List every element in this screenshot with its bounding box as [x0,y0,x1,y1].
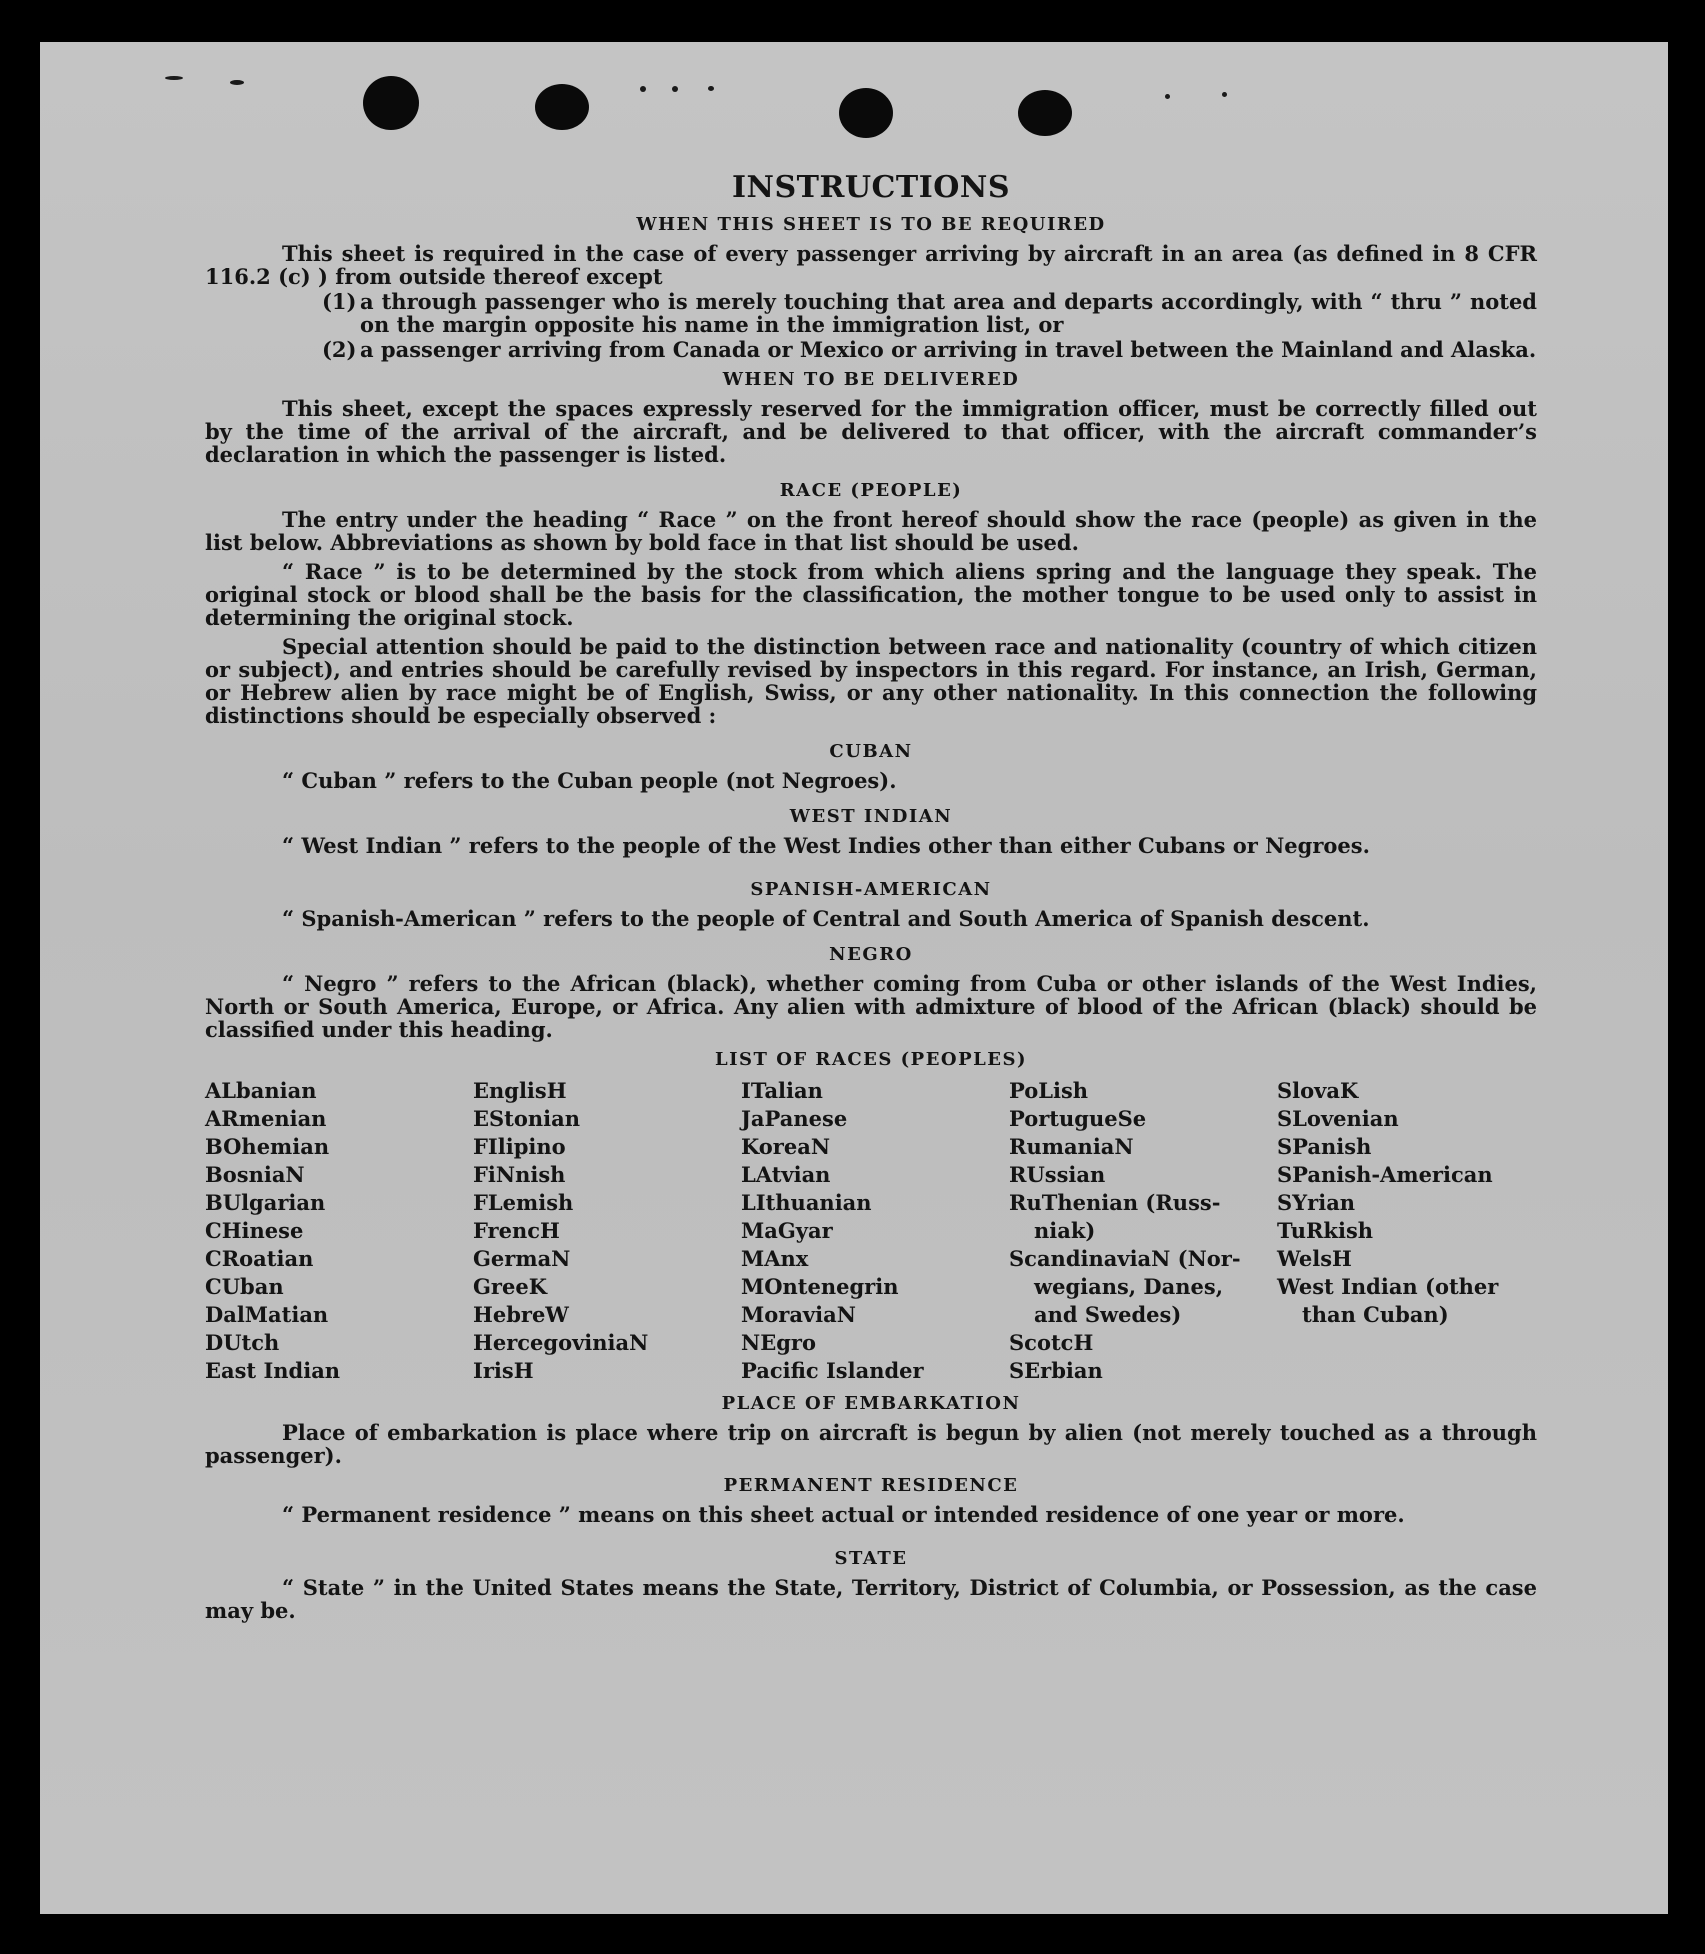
races-column-4 [1009,1077,1277,1385]
section-heading-west-indian: WEST INDIAN [789,806,953,827]
race-paragraph-1: The entry under the heading “ Race ” on the front hereof should show the race (people) as given in the list below. Abbreviations as shown by bold face in that list should be used. [205,507,1537,555]
race-entry: MAnx [741,1246,809,1271]
section-heading-cuban: CUBAN [829,741,913,762]
race-entry: PortugueSe [1009,1106,1147,1131]
race-entry: East Indian [205,1358,341,1383]
race-entry: RUssian [1009,1162,1106,1187]
race-entry: FIlipino [473,1134,566,1159]
race-entry: FLemish [473,1190,574,1215]
race-entry: DalMatian [205,1302,329,1327]
race-entry: GermaN [473,1246,571,1271]
section-heading-required: WHEN THIS SHEET IS TO BE REQUIRED [636,214,1106,235]
list-item [322,289,1537,337]
punch-hole-1 [363,76,419,130]
race-entry: CHinese [205,1218,304,1243]
race-entry: MaGyar [741,1218,833,1243]
races-column-1 [205,1077,473,1385]
race-entry-continued: wegians, Danes, [1034,1274,1223,1299]
state-text: “ State ” in the United States means the State, Territory, District of Columbia, or Possession, as the case may be. [205,1575,1537,1623]
race-entry: FiNnish [473,1162,566,1187]
race-entry: Pacific Islander [741,1358,924,1383]
document-sheet [40,42,1668,1914]
negro-text: “ Negro ” refers to the African (black), whether coming from Cuba or other islands of the West Indies, North or South America, Europe, or Africa. Any alien with admixture of blood of the African (black) should be classified under this heading. [205,971,1537,1042]
race-entry: FrencH [473,1218,560,1243]
race-paragraph-3: Special attention should be paid to the distinction between race and nationality (country of which citizen or subject), and entries should be carefully revised by inspectors in this regard. For instance, an Irish, German, or Hebrew alien by race might be of English, Swiss, or any other nationality. In this connection the following distinctions should be especially observed : [205,634,1537,728]
spanish-american-text: “ Spanish-American ” refers to the people of Central and South America of Spanish descent. [282,906,1370,931]
punch-hole-2 [535,84,589,130]
race-entry: PoLish [1009,1078,1089,1103]
race-entry: ScotcH [1009,1330,1094,1355]
race-entry: ALbanian [205,1078,317,1103]
races-table [205,1077,1537,1385]
race-entry-continued: and Swedes) [1034,1302,1182,1327]
list-item-number: (1) [322,289,357,314]
race-entry-continued: niak) [1034,1218,1096,1243]
list-item [322,337,1537,362]
race-entry: ARmenian [205,1106,327,1131]
race-entry: ScandinaviaN (Nor- [1009,1246,1241,1271]
race-entry: JaPanese [741,1106,848,1131]
cuban-text: “ Cuban ” refers to the Cuban people (not Negroes). [282,768,897,793]
section-heading-delivered: WHEN TO BE DELIVERED [722,369,1020,390]
list-item-text: a through passenger who is merely touching that area and departs accordingly, with “ thru ” noted on the margin opposite his name in the immigration list, or [360,289,1537,337]
list-item-number: (2) [322,337,357,362]
race-entry: GreeK [473,1274,547,1299]
race-entry: LIthuanian [741,1190,872,1215]
race-entry: IrisH [473,1358,534,1383]
race-entry-continued: than Cuban) [1302,1302,1449,1327]
speck [640,86,646,92]
west-indian-text: “ West Indian ” refers to the people of the West Indies other than either Cubans or Negroes. [282,833,1370,858]
speck [1165,94,1170,99]
race-entry: EnglisH [473,1078,567,1103]
race-entry: SLovenian [1277,1106,1399,1131]
race-entry: SPanish-American [1277,1162,1493,1187]
race-entry: LAtvian [741,1162,831,1187]
race-entry: NEgro [741,1330,816,1355]
section-heading-state: STATE [834,1548,908,1569]
race-entry: WelsH [1277,1246,1352,1271]
race-entry: SPanish [1277,1134,1372,1159]
page-title: INSTRUCTIONS [732,170,1010,205]
race-entry: EStonian [473,1106,580,1131]
race-entry: BOhemian [205,1134,330,1159]
race-entry: West Indian (other [1277,1274,1499,1299]
required-intro: This sheet is required in the case of every passenger arriving by aircraft in an area (as defined in 8 CFR 116.2 (c) ) from outside thereof except [205,241,1537,289]
section-heading-spanish-american: SPANISH-AMERICAN [750,879,992,900]
list-item-text: a passenger arriving from Canada or Mexico or arriving in travel between the Mainland and Alaska. [360,337,1537,362]
speck [230,80,244,85]
speck [672,86,678,92]
race-entry: SErbian [1009,1358,1103,1383]
race-entry: SYrian [1277,1190,1356,1215]
section-heading-negro: NEGRO [829,944,913,965]
races-column-2 [473,1077,741,1385]
delivered-text: This sheet, except the spaces expressly reserved for the immigration officer, must be correctly filled out by the time of the arrival of the aircraft, and be delivered to that officer, with the aircraft commander’s declaration in which the passenger is listed. [205,396,1537,467]
race-entry: HercegoviniaN [473,1330,649,1355]
punch-hole-3 [839,88,893,138]
residence-text: “ Permanent residence ” means on this sheet actual or intended residence of one year or more. [282,1502,1405,1527]
race-entry: BosniaN [205,1162,305,1187]
race-entry: RumaniaN [1009,1134,1134,1159]
race-entry: DUtch [205,1330,280,1355]
race-entry: HebreW [473,1302,569,1327]
race-entry: MoraviaN [741,1302,856,1327]
speck [708,86,714,91]
punch-hole-4 [1018,90,1072,136]
section-heading-list-of-races: LIST OF RACES (PEOPLES) [714,1049,1028,1070]
race-entry: MOntenegrin [741,1274,899,1299]
race-entry: TuRkish [1277,1218,1374,1243]
races-column-3 [741,1077,1009,1385]
instructions-content [205,170,1537,1622]
race-entry: RuThenian (Russ- [1009,1190,1221,1215]
speck [1222,92,1227,97]
section-heading-residence: PERMANENT RESIDENCE [723,1475,1019,1496]
embarkation-text: Place of embarkation is place where trip on aircraft is begun by alien (not merely touched as a through passenger). [205,1420,1537,1468]
race-entry: CRoatian [205,1246,314,1271]
speck [165,76,183,80]
races-column-5 [1277,1077,1545,1385]
race-paragraph-2: “ Race ” is to be determined by the stock from which aliens spring and the language they speak. The original stock or blood shall be the basis for the classification, the mother tongue to be used only to assist in determining the original stock. [205,559,1537,630]
section-heading-race: RACE (PEOPLE) [779,480,963,501]
race-entry: BUlgarian [205,1190,326,1215]
section-heading-embarkation: PLACE OF EMBARKATION [721,1393,1021,1414]
race-entry: CUban [205,1274,284,1299]
race-entry: KoreaN [741,1134,831,1159]
race-entry: ITalian [741,1078,823,1103]
race-entry: SlovaK [1277,1078,1359,1103]
